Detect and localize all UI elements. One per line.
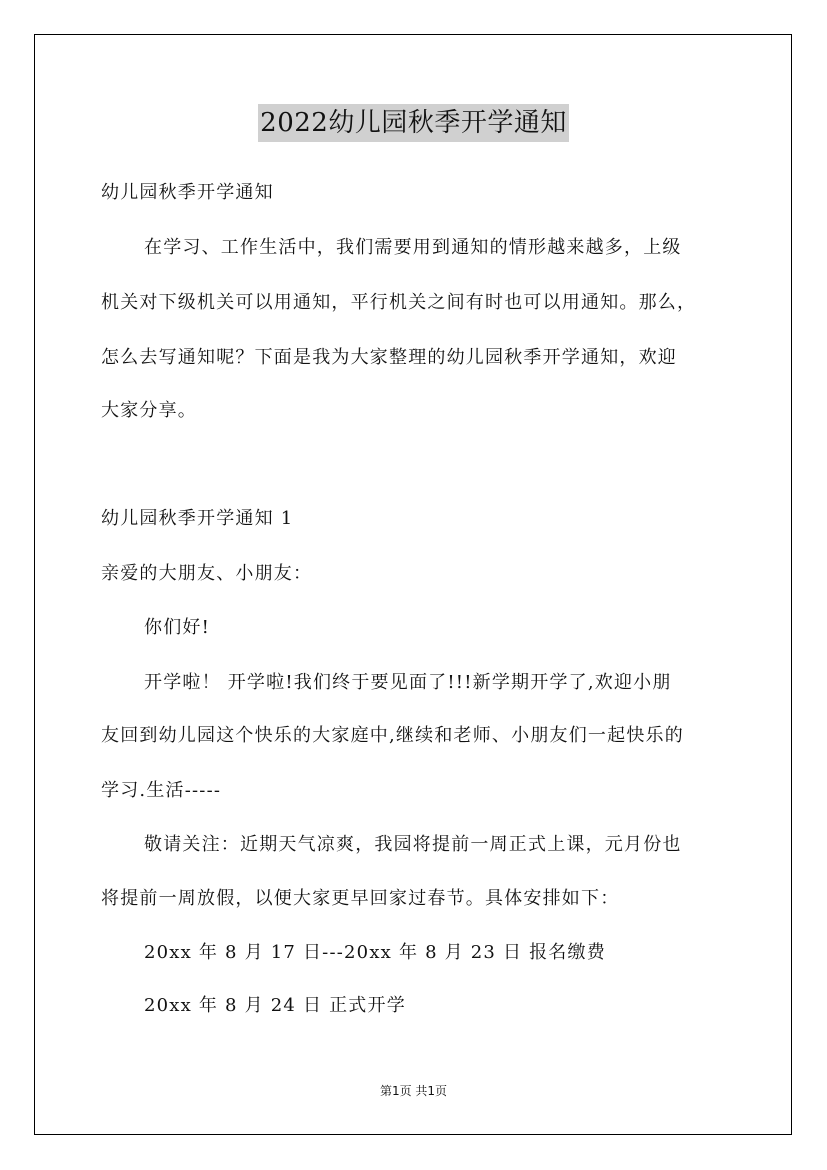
title-container <box>0 104 827 142</box>
notice-line-1: 敬请关注：近期天气凉爽，我园将提前一周正式上课，元月份也 <box>144 834 682 855</box>
page-footer: 第1页 共1页 <box>379 1084 448 1098</box>
schedule-line-2: 20xx 年 8 月 24 日 正式开学 <box>144 995 406 1016</box>
intro-line-1: 在学习、工作生活中，我们需要用到通知的情形越来越多，上级 <box>144 237 682 258</box>
notice-line-2: 将提前一周放假，以便大家更早回家过春节。具体安排如下： <box>101 888 620 909</box>
body-line-3: 学习.生活----- <box>101 780 222 801</box>
body-line-1: 开学啦！ 开学啦!我们终于要见面了!!!新学期开学了,欢迎小朋 <box>144 672 672 693</box>
intro-line-3: 怎么去写通知呢？下面是我为大家整理的幼儿园秋季开学通知，欢迎 <box>101 347 677 368</box>
greeting-line: 亲爱的大朋友、小朋友： <box>101 563 313 584</box>
intro-line-4: 大家分享。 <box>101 400 197 421</box>
schedule-line-1: 20xx 年 8 月 17 日---20xx 年 8 月 23 日 报名缴费 <box>144 942 606 963</box>
hello-line: 你们好! <box>144 617 211 638</box>
subtitle-line: 幼儿园秋季开学通知 <box>101 182 274 203</box>
body-line-2: 友回到幼儿园这个快乐的大家庭中,继续和老师、小朋友们一起快乐的 <box>101 725 684 746</box>
section-heading: 幼儿园秋季开学通知 1 <box>101 508 294 529</box>
document-title: 2022幼儿园秋季开学通知 <box>258 104 569 142</box>
intro-line-2: 机关对下级机关可以用通知，平行机关之间有时也可以用通知。那么， <box>101 292 697 313</box>
